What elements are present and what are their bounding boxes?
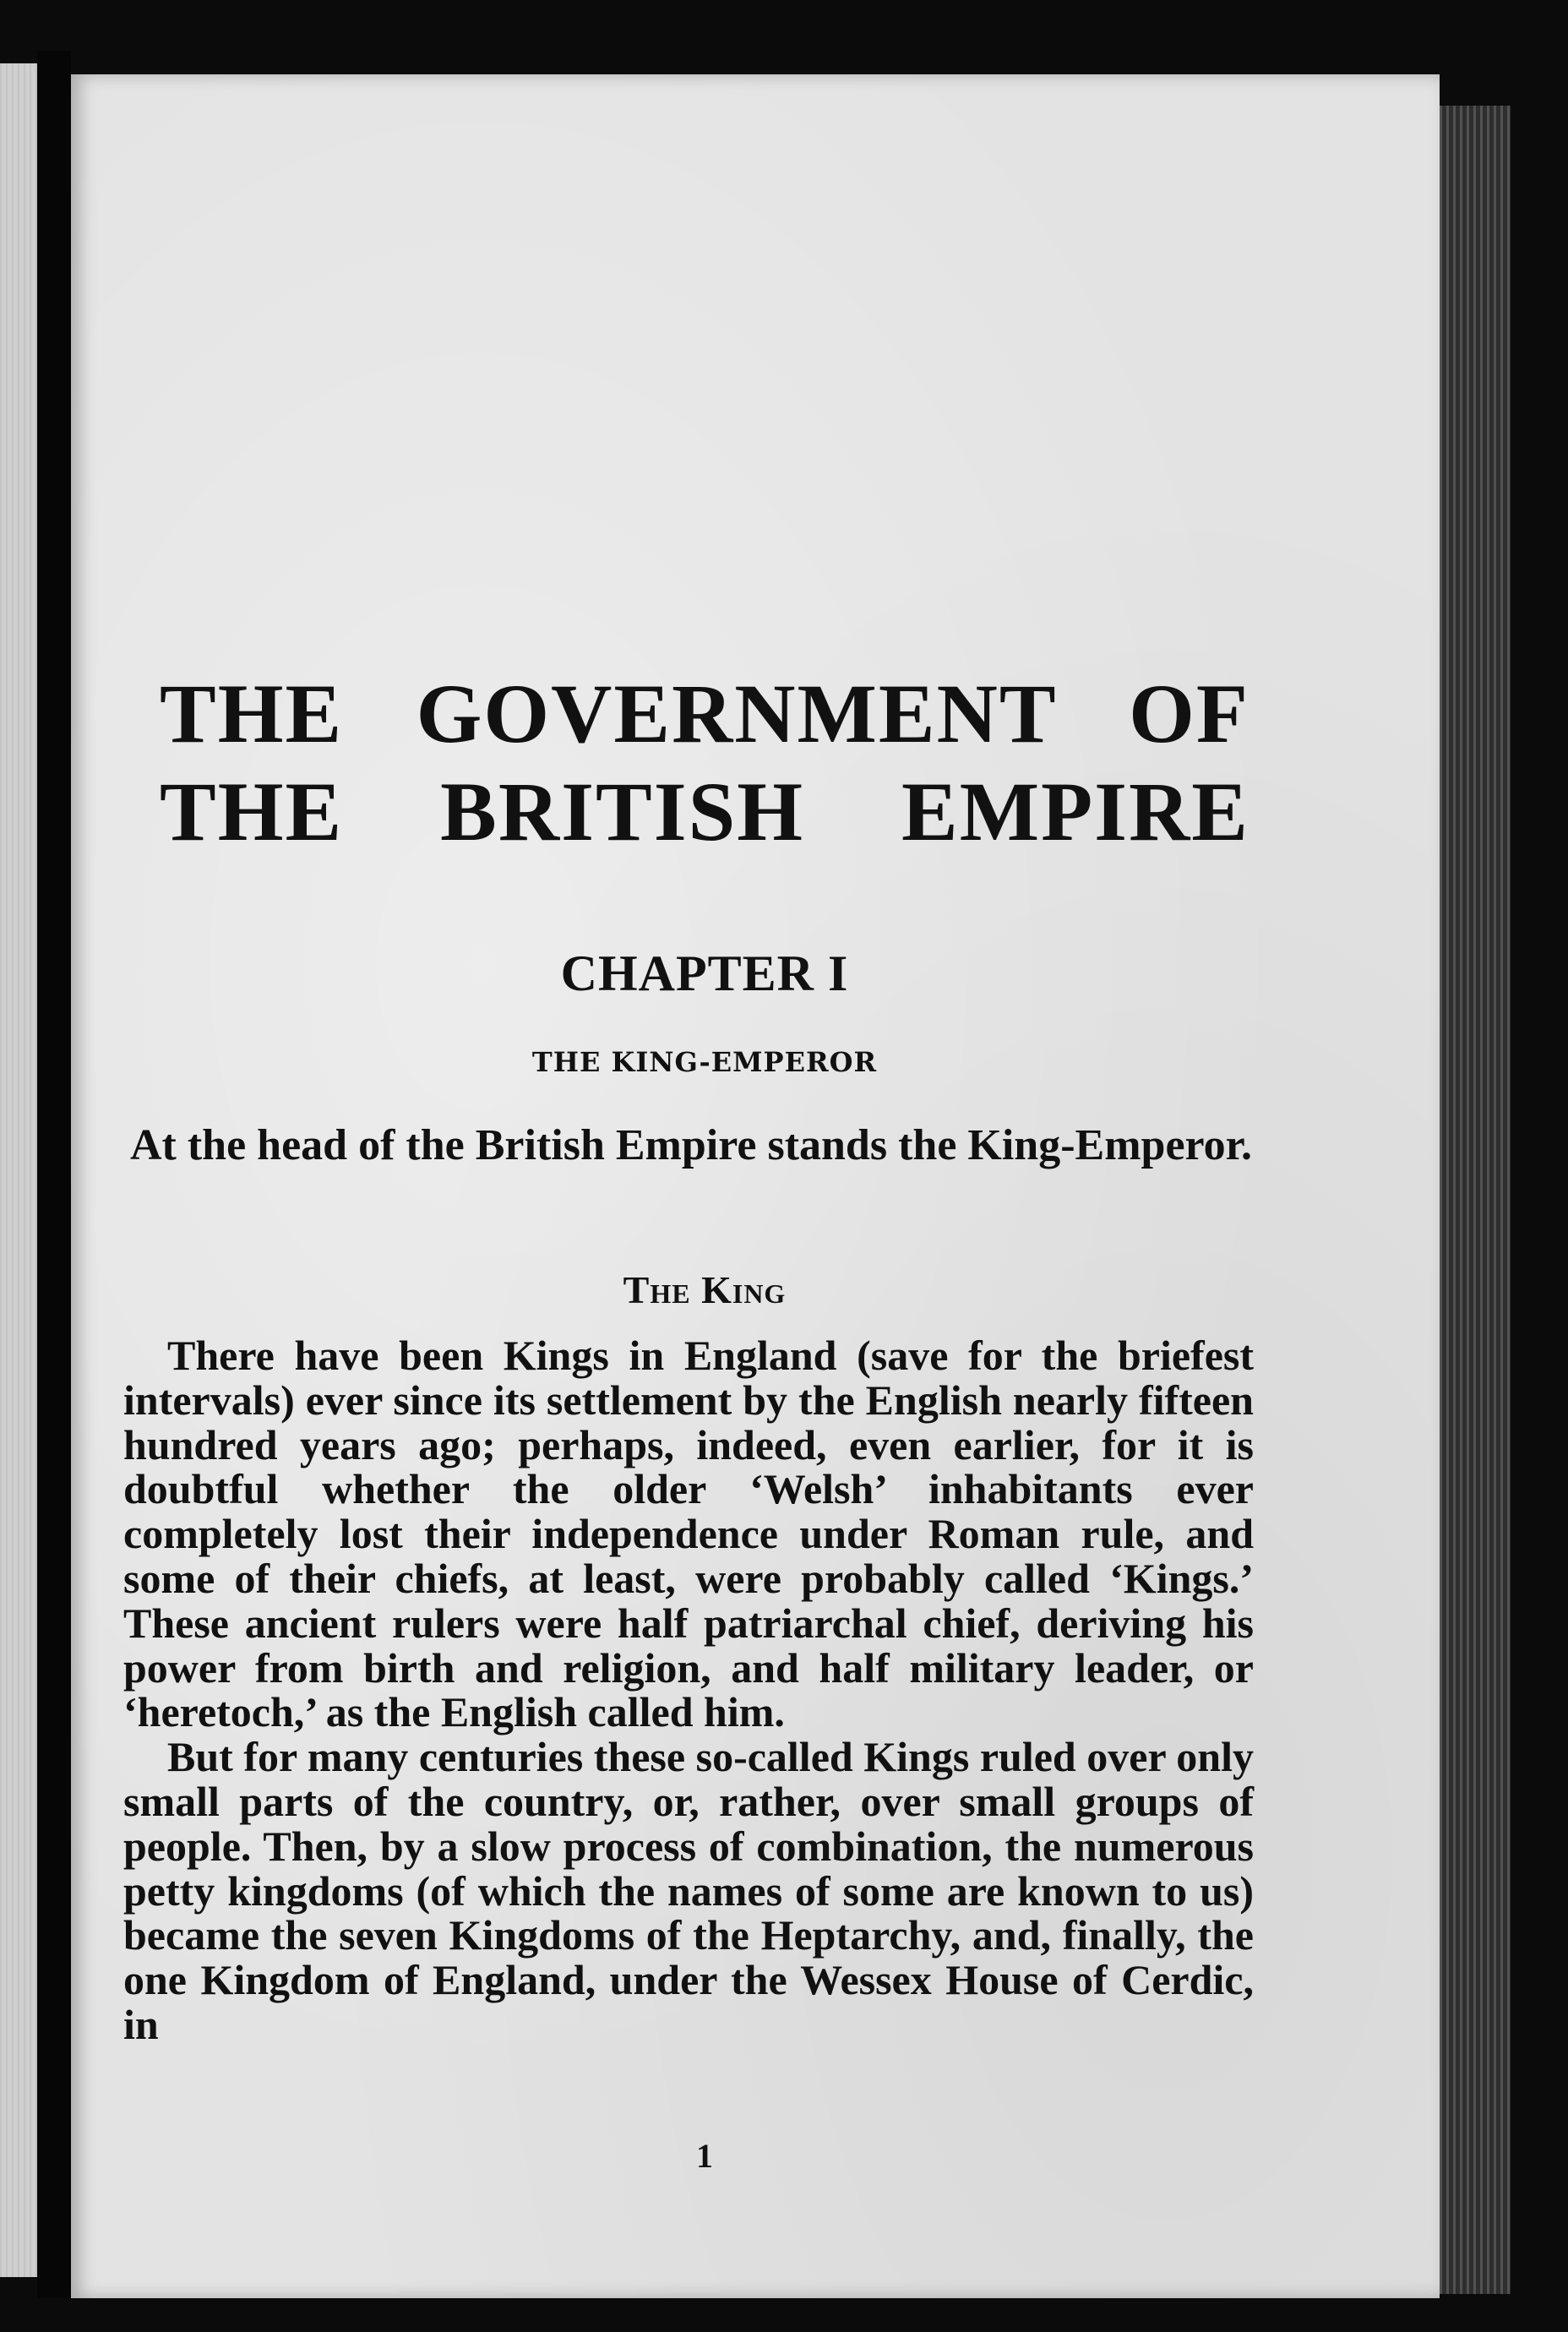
page-number: 1 <box>696 2137 713 2175</box>
chapter-subtitle: THE KING-EMPEROR <box>531 1046 878 1078</box>
book-page <box>71 74 1440 2298</box>
section-heading: The King <box>623 1268 787 1311</box>
previous-page-edge <box>0 63 37 2277</box>
book-title <box>160 665 1250 861</box>
intro-paragraph: At the head of the British Empire stands the King-Emperor. <box>130 1121 1252 1169</box>
book-title-line-2: THE BRITISH EMPIRE <box>160 765 1250 858</box>
paragraph-1: There have been Kings in England (save for the briefest intervals) ever since its settlement by the English nearly fifteen hundred years ago; perhaps, indeed, even earlier, for it is doubtful whether the older ‘Welsh’ inhabitants ever completely lost their independence under Roman rule, and some of their chiefs, at least, were probably called ‘Kings.’ These ancient rulers were half patriarchal chief, deriving his power from birth and religion, and half military leader, or ‘heretoch,’ as the English called him. <box>123 1332 1254 1736</box>
body-text <box>123 1333 1254 2047</box>
paragraph-2: But for many centuries these so-called Kings ruled over only small parts of the country, or, rather, over small groups of people. Then, by a slow process of combination, the numerous petty kingdoms (of which the names of some are known to us) became the seven Kingdoms of the Heptarchy, and, finally, the one Kingdom of England, under the Wessex House of Cerdic, in <box>123 1733 1254 2048</box>
page-content <box>71 74 1440 2298</box>
chapter-heading: CHAPTER I <box>560 945 849 1001</box>
book-title-line-1: THE GOVERNMENT OF <box>160 667 1250 760</box>
page-stack-edge <box>1440 106 1511 2294</box>
book-gutter <box>37 51 71 2298</box>
